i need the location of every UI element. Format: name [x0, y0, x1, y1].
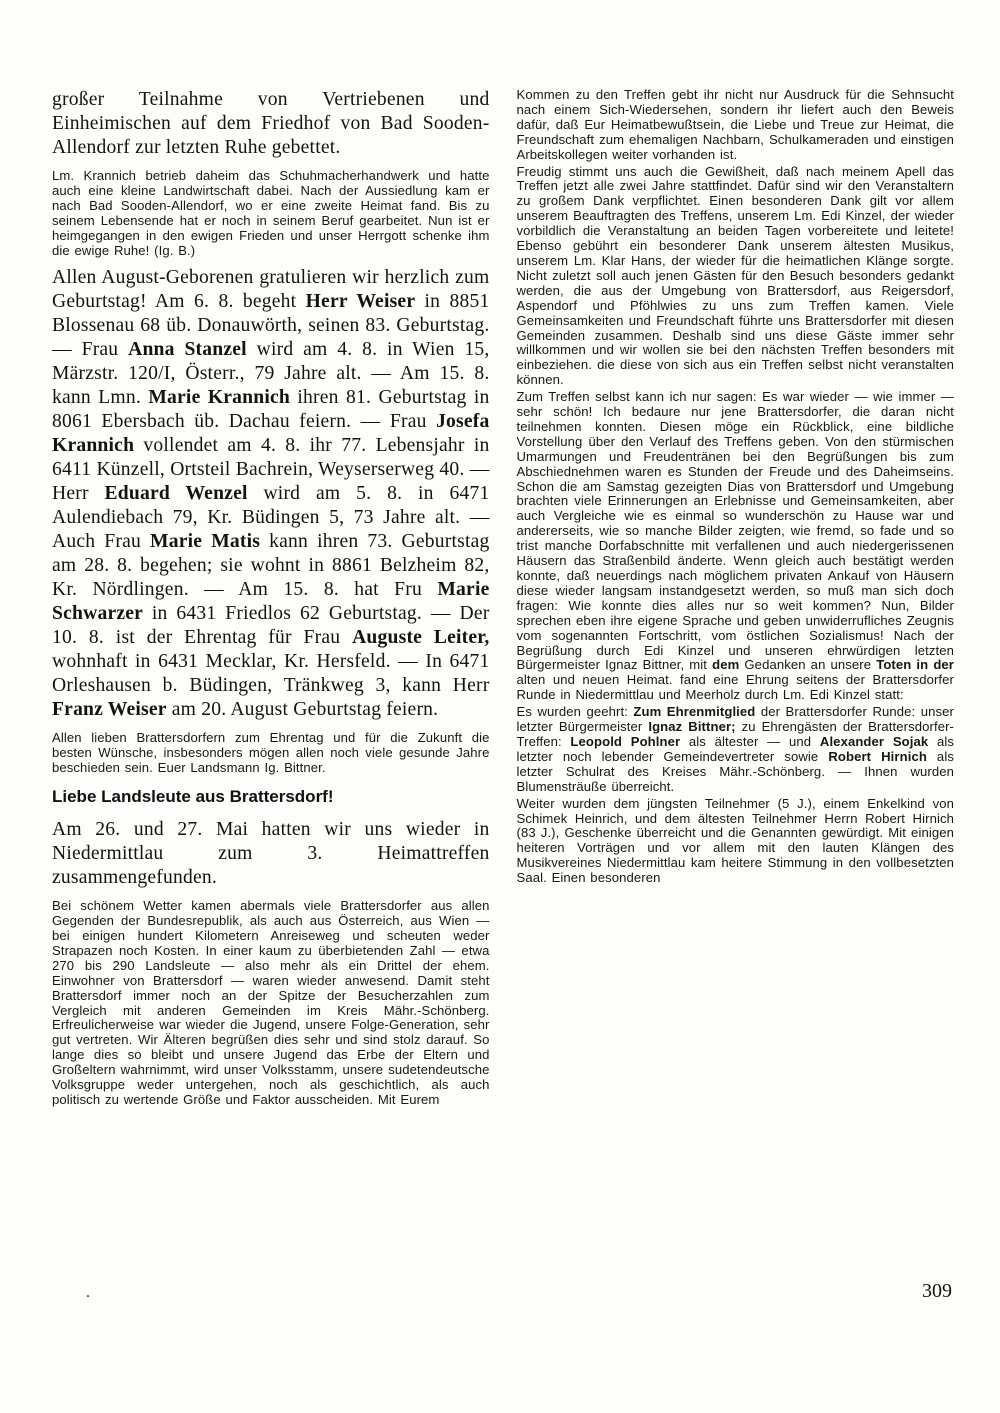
paragraph: Bei schönem Wetter kamen abermals viele Brattersdorfer aus allen Gegenden der Bundesrepublik, als auch aus Österreich, aus Wien — bei einigen hundert Kilometern Anreiseweg und scheuten weder Strapazen noch Kosten. In einer kaum zu überbietenden Zahl — etwa 270 bis 290 Landsleute — also mehr als ein Drittel der ehem. Einwohner von Brattersdorf — waren wieder anwesend. Damit steht Brattersdorf immer noch an der Spitze der Besucherzahlen zum Vergleich mit anderen Gemeinden im Kreis Mähr.-Schönberg. Erfreulicherweise war wieder die Jugend, unsere Folge-Generation, sehr gut vertreten. Wir Älteren begrüßen dies sehr und sind stolz darauf. So lange dies so bleibt und unsere Jugend das Erbe der Eltern und Großeltern wahrnimmt, wird unser Volksstamm, unsere sudetendeutsche Volksgruppe weder untergehen, noch als geschichtlich, als auch politisch zu wertende Größe und Faktor ausscheiden. Mit Eurem	[52, 898, 490, 1107]
paragraph: Weiter wurden dem jüngsten Teilnehmer (5 J.), einem Enkelkind von Schimek Heinrich, und dem ältesten Teilnehmer Herrn Robert Hirnich (83 J.), Geschenke überreicht und die Genannten gewürdigt. Mit einigen heiteren Vorträgen und vor allem mit den lauten Klängen des Musikvereines Niedermittlau kam heitere Stimmung in den vollbesetzten Saal. Einen besonderen	[516, 795, 954, 886]
paragraph: Freudig stimmt uns auch die Gewißheit, daß nach meinem Apell das Treffen jetzt alle zwei Jahre stattfindet. Dafür sind wir den Veranstaltern zu großem Dank verpflichtet. Einen besonderen Dank gilt vor allem unserem Beauftragten des Treffens, unserem Lm. Edi Kinzel, der wieder vorbildlich die Veranstaltung an beiden Tagen vorbereitete und leitete! Ebenso gebührt ein besonderer Dank unserem ältesten Musikus, unserem Lm. Klar Hans, der wieder für die heimatlichen Klänge sorgte. Nicht zuletzt soll auch jenen Gästen für den Besuch besonders gedankt werden, die aus der Umgebung von Brattersdorf, aus Reigersdorf, Aspendorf und Pföhlwies zu uns zum Treffen kamen. Viele Gemeinsamkeiten und Freundschaft führte uns Brattersdorfer mit diesen Gemeinden zusammen. Deshalb sind uns diese Gäste immer sehr willkommen und wir wollen sie bei den nächsten Treffen besonders mit einbeziehen. die diese von sich aus ein Treffen selbst nicht veranstalten können.	[516, 163, 954, 388]
paragraph: Es wurden geehrt: Zum Ehrenmitglied der Brattersdorfer Runde: unser letzter Bürgermeister Ignaz Bittner; zu Ehrengästen der Brattersdorfer-Treffen: Leopold Pohlner als ältester — und Alexander Sojak als letzter noch lebender Gemeindevertreter sowie Robert Hirnich als letzter Schulrat des Kreises Mähr.-Schönberg. — Ihnen wurden Blumensträuße überreicht.	[516, 704, 955, 794]
left-column	[52, 88, 490, 1116]
paragraph: großer Teilnahme von Vertriebenen und Einheimischen auf dem Friedhof von Bad Sooden-Allendorf zur letzten Ruhe gebettet.	[52, 89, 490, 158]
paragraph: Allen lieben Brattersdorfern zum Ehrentag und für die Zukunft die besten Wünsche, insbesonders mögen allen noch viele gesunde Jahre beschieden sein. Euer Landsmann Ig. Bittner.	[52, 730, 490, 776]
stray-mark: .	[86, 1284, 90, 1301]
paragraph: Lm. Krannich betrieb daheim das Schuhmacherhandwerk und hatte auch eine kleine Landwirtschaft dabei. Nach der Aussiedlung kam er nach Bad Sooden-Allendorf, wo er eine zweite Heimat fand. Bis zu seinem Lebensende hat er noch in seinem Beruf gearbeitet. Nun ist er heimgegangen in den ewigen Frieden und unser Herrgott schenke ihm die ewige Ruhe! (Ig. B.)	[52, 168, 490, 258]
paragraph: Zum Treffen selbst kann ich nur sagen: Es war wieder — wie immer — sehr schön! Ich bedaure nur jene Brattersdorfer, die daran nicht teilnehmen konnten. Diesen möge ein Rückblick, eine bildliche Vorstellung über den Verlauf des Treffens geben. Von den stürmischen Umarmungen und Freudentränen bei den Begrüßungen bis zum Abschiednehmen waren es Stunden der Freude und des Daheimseins. Schon die am Samstag gezeigten Dias von Brattersdorf und Umgebung brachten viele Erinnerungen an Erlebnisse und Gemeinsamkeiten, aber auch Vergleiche wie es einmal so wunderschön zu Hause war und andererseits, wie so manche Bilder zeigten, wie fremd, so fade und so trist manche Dorfabschnitte mit verfallenen und auch niedergerissenen Häusern das Straßenbild änderte. Wenn gleich auch bestätigt werden konnte, daß neuerdings nach möglichem privaten Ankauf von Häusern diese wieder langsam instandgesetzt werden, so muß man sich doch fragen: Wie konnte dies alles nur so weit kommen? Nun, Bilder sprechen eben ihre eigene Sprache und geben unwiderrufliches Zeugnis vom sogenannten Fortschritt, vom östlichen Sozialismus! Nach der Begrüßung durch Edi Kinzel und unseren ehrwürdigen letzten Bürgermeister Ignaz Bittner, mit dem Gedanken an unsere Toten in der alten und neuen Heimat. fand eine Ehrung seitens der Brattersdorfer Runde in Niedermittlau und Meerholz durch Lm. Edi Kinzel statt:	[516, 389, 954, 703]
text-columns	[52, 88, 954, 1116]
page-number: 309	[922, 1280, 952, 1302]
paragraph: Kommen zu den Treffen gebt ihr nicht nur Ausdruck für die Sehnsucht nach einem Sich-Wiedersehen, sondern ihr liefert auch den Beweis dafür, daß Eur Heimatbewußtsein, die Liebe und Treue zur Heimat, die Freundschaft zum ehemaligen Nachbarn, Schulkameraden und einstigen Arbeitskollegen weiter vorhanden ist.	[516, 87, 954, 162]
paragraph: Am 26. und 27. Mai hatten wir uns wieder in Niedermittlau zum 3. Heimattreffen zusammengefunden.	[52, 819, 490, 889]
paragraph: Allen August-Geborenen gratulieren wir herzlich zum Geburtstag! Am 6. 8. begeht Herr Weiser in 8851 Blossenau 68 üb. Donauwörth, seinen 83. Geburtstag. — Frau Anna Stanzel wird am 4. 8. in Wien 15, Märzstr. 120/I, Österr., 79 Jahre alt. — Am 15. 8. kann Lmn. Marie Krannich ihren 81. Geburtstag in 8061 Ebersbach üb. Dachau feiern. — Frau Josefa Krannich vollendet am 4. 8. ihr 77. Lebensjahr in 6411 Künzell, Ortsteil Bachrein, Weyserserweg 40. — Herr Eduard Wenzel wird am 5. 8. in 6471 Aulendiebach 79, Kr. Büdingen 5, 73 Jahre alt. — Auch Frau Marie Matis kann ihren 73. Geburtstag am 28. 8. begehen; sie wohnt in 8861 Belzheim 82, Kr. Nördlingen. — Am 15. 8. hat Fru Marie Schwarzer in 6431 Friedlos 62 Geburtstag. — Der 10. 8. ist der Ehrentag für Frau Auguste Leiter, wohnhaft in 6431 Mecklar, Kr. Hersfeld. — In 6471 Orleshausen b. Büdingen, Tränkweg 3, kann Herr Franz Weiser am 20. August Geburtstag feiern.	[52, 267, 490, 721]
right-column	[517, 88, 955, 1116]
section-heading: Liebe Landsleute aus Brattersdorf!	[52, 787, 334, 807]
